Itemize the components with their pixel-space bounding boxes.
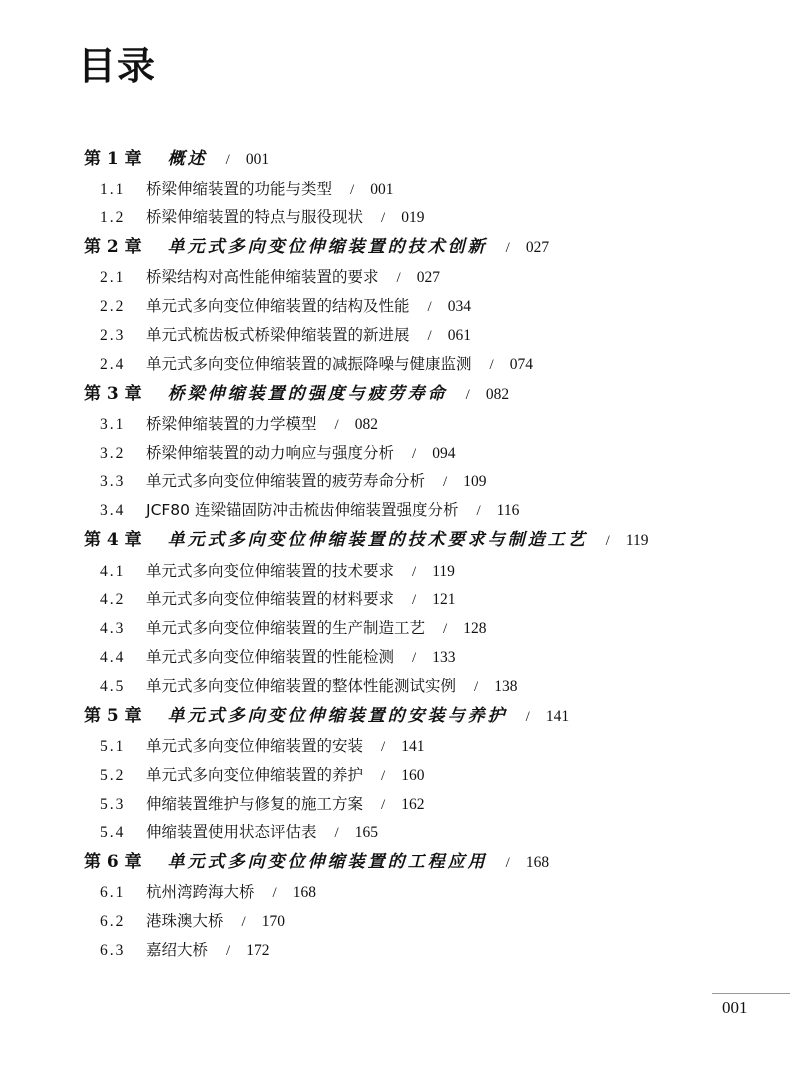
entry-separator: / [505,240,510,256]
entry-title: 单元式多向变位伸缩装置的技术要求与制造工艺 [167,530,588,550]
entry-page-number: 138 [494,678,518,695]
entry-separator: / [465,387,470,403]
entry-title: 单元式多向变位伸缩装置的整体性能测试实例 [146,677,457,695]
toc-section-entry[interactable] [100,908,285,934]
entry-number: 第 4 章 [84,530,142,550]
entry-title: 单元式多向变位伸缩装置的材料要求 [146,590,395,608]
toc-chapter-entry[interactable] [84,849,549,875]
toc-section-entry[interactable] [100,204,424,230]
entry-separator: / [412,446,417,462]
entry-number: 5.2 [100,767,126,784]
entry-page-number: 109 [463,473,487,490]
entry-page-number: 170 [261,913,285,930]
entry-number: 4.3 [100,620,126,637]
toc-section-entry[interactable] [100,264,440,290]
entry-title: 单元式多向变位伸缩装置的结构及性能 [146,297,410,315]
toc-chapter-entry[interactable] [84,234,549,260]
entry-number: 1.1 [100,181,126,198]
entry-number: 第 1 章 [84,149,142,169]
entry-separator: / [241,914,246,930]
entry-separator: / [381,210,386,226]
entry-separator: / [412,592,417,608]
entry-page-number: 121 [432,591,456,608]
entry-number: 第 6 章 [84,852,142,872]
entry-separator: / [334,825,339,841]
entry-page-number: 128 [463,620,487,637]
page-number: 001 [722,998,748,1017]
entry-number: 1.2 [100,209,126,226]
entry-number: 5.1 [100,738,126,755]
entry-title: 桥梁伸缩装置的力学模型 [146,415,317,433]
toc-section-entry[interactable] [100,762,424,788]
entry-number: 5.4 [100,824,126,841]
entry-title: 单元式多向变位伸缩装置的生产制造工艺 [146,619,426,637]
entry-number: 2.4 [100,356,126,373]
toc-section-entry[interactable] [100,644,455,670]
entry-page-number: 027 [525,239,550,256]
entry-page-number: 001 [370,181,394,198]
toc-chapter-entry[interactable] [84,527,649,553]
entry-separator: / [474,679,479,695]
entry-separator: / [412,650,417,666]
entry-page-number: 094 [432,445,456,462]
entry-title: 桥梁伸缩装置的功能与类型 [146,180,333,198]
entry-title: 单元式多向变位伸缩装置的技术创新 [167,237,488,257]
entry-separator: / [489,357,494,373]
entry-page-number: 082 [485,386,510,403]
entry-title: 单元式多向变位伸缩装置的养护 [146,766,364,784]
entry-separator: / [443,621,448,637]
toc-chapter-entry[interactable] [84,381,509,407]
toc-section-entry[interactable] [100,558,455,584]
entry-page-number: 116 [496,502,520,519]
footer-rule [712,993,790,994]
toc-section-entry[interactable] [100,586,455,612]
entry-page-number: 061 [447,327,471,344]
entry-separator: / [334,417,339,433]
entry-page-number: 034 [447,298,471,315]
entry-title: 港珠澳大桥 [146,912,224,930]
entry-page-number: 141 [545,708,570,725]
entry-separator: / [427,328,432,344]
toc-section-entry[interactable] [100,497,519,523]
entry-number: 2.2 [100,298,126,315]
entry-number: 3.1 [100,416,126,433]
entry-separator: / [476,503,481,519]
entry-separator: / [381,768,386,784]
entry-page-number: 141 [401,738,425,755]
toc-section-entry[interactable] [100,937,269,963]
entry-title: 桥梁伸缩装置的特点与服役现状 [146,208,364,226]
entry-number: 4.5 [100,678,126,695]
entry-title: 桥梁伸缩装置的动力响应与强度分析 [146,444,395,462]
entry-number: 3.3 [100,473,126,490]
entry-number: 6.1 [100,884,126,901]
entry-title: 伸缩装置使用状态评估表 [146,823,317,841]
entry-page-number: 119 [432,563,455,580]
entry-title: 单元式多向变位伸缩装置的疲劳寿命分析 [146,472,426,490]
entry-separator: / [412,564,417,580]
entry-number: 第 2 章 [84,237,142,257]
toc-section-entry[interactable] [100,411,378,437]
entry-number: 4.1 [100,563,126,580]
entry-title: 嘉绍大桥 [146,941,209,959]
entry-separator: / [272,885,277,901]
entry-page-number: 168 [525,854,550,871]
entry-title: 伸缩装置维护与修复的施工方案 [146,795,364,813]
toc-section-entry[interactable] [100,791,424,817]
toc-section-entry[interactable] [100,615,486,641]
entry-separator: / [427,299,432,315]
entry-title: 单元式多向变位伸缩装置的减振降噪与健康监测 [146,355,472,373]
entry-separator: / [381,739,386,755]
entry-separator: / [350,182,355,198]
entry-separator: / [226,943,231,959]
entry-separator: / [525,709,530,725]
entry-separator: / [443,474,448,490]
entry-page-number: 165 [354,824,378,841]
toc-section-entry[interactable] [100,293,471,319]
entry-title: JCF80 连梁锚固防冲击梳齿伸缩装置强度分析 [146,501,459,519]
entry-page-number: 162 [401,796,425,813]
toc-section-entry[interactable] [100,733,424,759]
entry-title: 单元式多向变位伸缩装置的安装 [146,737,364,755]
entry-separator: / [381,797,386,813]
entry-page-number: 019 [401,209,425,226]
entry-page-number: 172 [246,942,270,959]
entry-number: 第 5 章 [84,706,142,726]
entry-page-number: 074 [509,356,533,373]
entry-number: 3.2 [100,445,126,462]
entry-number: 4.2 [100,591,126,608]
toc-chapter-entry[interactable] [84,703,569,729]
entry-title: 桥梁伸缩装置的强度与疲劳寿命 [167,384,448,404]
entry-title: 单元式多向变位伸缩装置的技术要求 [146,562,395,580]
entry-title: 单元式梳齿板式桥梁伸缩装置的新进展 [146,326,410,344]
page-title: 目录 [78,44,157,88]
entry-separator: / [225,152,230,168]
entry-title: 单元式多向变位伸缩装置的性能检测 [146,648,395,666]
toc-section-entry[interactable] [100,879,316,905]
toc-section-entry[interactable] [100,819,378,845]
toc-section-entry[interactable] [100,176,393,202]
toc-section-entry[interactable] [100,673,517,699]
entry-title: 单元式多向变位伸缩装置的工程应用 [167,852,488,872]
entry-page-number: 027 [416,269,440,286]
entry-number: 6.2 [100,913,126,930]
entry-page-number: 168 [292,884,316,901]
entry-number: 第 3 章 [84,384,142,404]
entry-number: 6.3 [100,942,126,959]
entry-number: 2.1 [100,269,126,286]
entry-number: 2.3 [100,327,126,344]
entry-page-number: 119 [625,532,649,549]
entry-page-number: 082 [354,416,378,433]
entry-title: 杭州湾跨海大桥 [146,883,255,901]
entry-page-number: 133 [432,649,456,666]
toc-section-entry[interactable] [100,468,486,494]
entry-separator: / [505,855,510,871]
entry-number: 3.4 [100,502,126,519]
entry-title: 概述 [167,149,208,169]
entry-separator: / [605,533,610,549]
entry-title: 桥梁结构对高性能伸缩装置的要求 [146,268,379,286]
entry-number: 5.3 [100,796,126,813]
entry-number: 4.4 [100,649,126,666]
entry-page-number: 001 [245,151,270,168]
toc-section-entry[interactable] [100,440,455,466]
entry-page-number: 160 [401,767,425,784]
entry-title: 单元式多向变位伸缩装置的安装与养护 [167,706,508,726]
toc-chapter-entry[interactable] [84,146,269,172]
toc-section-entry[interactable] [100,351,533,377]
toc-section-entry[interactable] [100,322,471,348]
entry-separator: / [396,270,401,286]
